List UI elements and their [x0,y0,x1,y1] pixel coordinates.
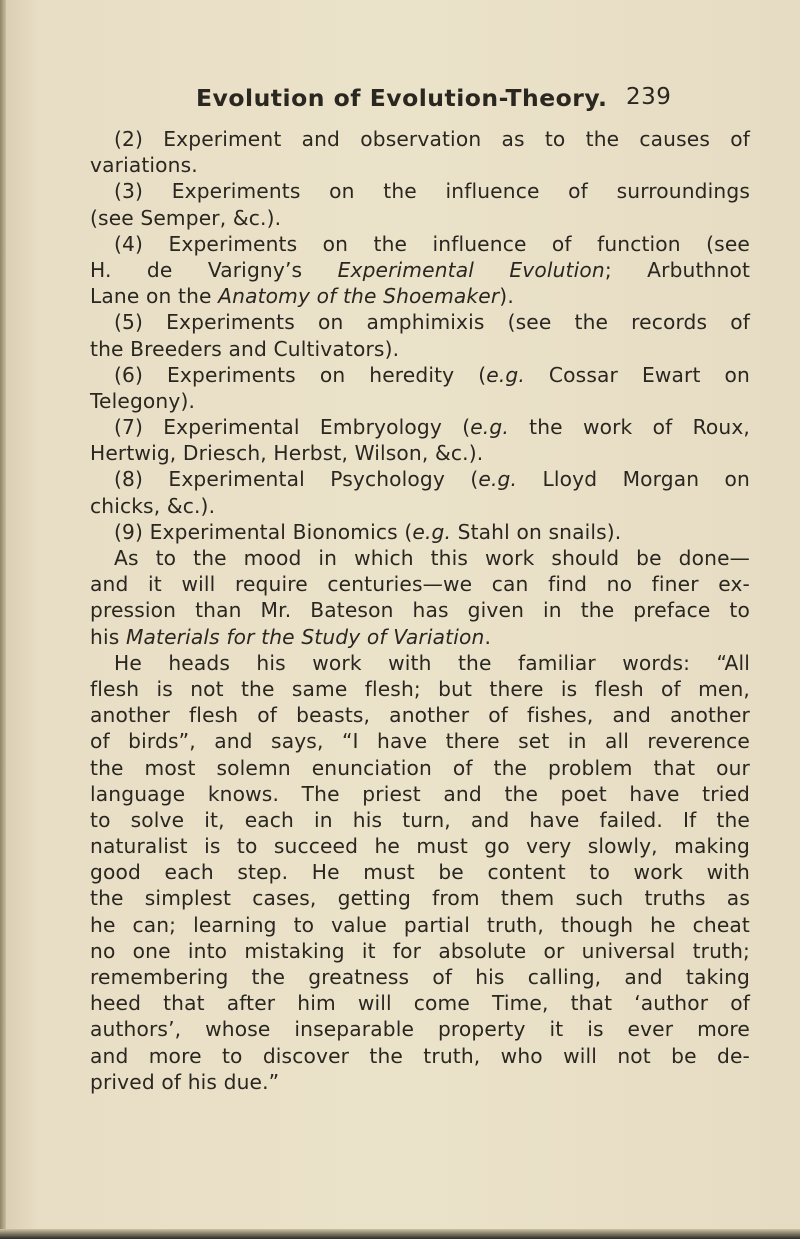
text-line: As to the mood in which this work should be done— [114,546,750,570]
page-bottom-edge [0,1229,800,1239]
text-line: heed that after him will come Time, that ‘author of [90,991,750,1016]
running-head: Evolution of Evolution-Theory. [196,84,608,112]
text-line: remembering the greatness of his calling, and taking [90,965,750,989]
text-line: (9) Experimental Bionomics (e.g. Stahl on snails). [114,519,622,544]
text-line: the most solemn enunciation of the problem that our [90,755,750,780]
text-line: (8) Experimental Psychology (e.g. Lloyd Morgan on [114,467,750,492]
text-line: Hertwig, Driesch, Herbst, Wilson, &c.). [90,441,484,466]
text-line: no one into mistaking it for absolute or universal truth; [90,938,750,963]
text-line: authors’, whose inseparable property it is ever more [90,1017,750,1042]
body-text [90,126,750,1095]
text-line: (7) Experimental Embryology (e.g. the work of Roux, [114,415,750,440]
text-line: (4) Experiments on the influence of function (see [114,231,750,256]
text-line: another flesh of beasts, another of fishes, and another [90,703,750,728]
text-line: he can; learning to value partial truth, though he cheat [90,912,750,937]
text-line: flesh is not the same flesh; but there is flesh of men, [90,676,750,701]
page-header [0,84,800,116]
text-line: He heads his work with the familiar words: “All [114,650,750,675]
text-line: Telegony). [90,388,196,413]
text-line: to solve it, each in his turn, and have failed. If the [90,807,750,832]
text-line: and more to discover the truth, who will not be de- [90,1043,750,1068]
text-line: Lane on the Anatomy of the Shoemaker). [90,284,514,309]
text-line: of birds”, and says, “I have there set in all reverence [90,729,750,754]
text-line: the simplest cases, getting from them such truths as [90,886,750,911]
text-line: prived of his due.” [90,1069,280,1094]
text-line: and it will require centuries—we can find no finer ex- [90,572,750,597]
text-line: (6) Experiments on heredity (e.g. Cossar Ewart on [114,362,750,387]
text-line: chicks, &c.). [90,493,216,518]
text-line: (3) Experiments on the influence of surroundings [114,179,750,204]
text-line: the Breeders and Cultivators). [90,336,400,361]
text-line: variations. [90,153,198,178]
text-line: naturalist is to succeed he must go very slowly, making [90,834,750,859]
page-number: 239 [626,84,672,110]
text-line: (see Semper, &c.). [90,205,282,230]
text-line: H. de Varigny’s Experimental Evolution; Arbuthnot [90,257,751,282]
text-line: (2) Experiment and observation as to the causes of [114,127,750,151]
text-line: good each step. He must be content to work with [90,860,750,885]
page-binding-edge [0,0,6,1239]
text-line: pression than Mr. Bateson has given in the preface to [90,598,750,623]
text-line: language knows. The priest and the poet have tried [90,781,750,806]
text-line: his Materials for the Study of Variation. [90,624,492,649]
text-line: (5) Experiments on amphimixis (see the records of [114,310,750,335]
